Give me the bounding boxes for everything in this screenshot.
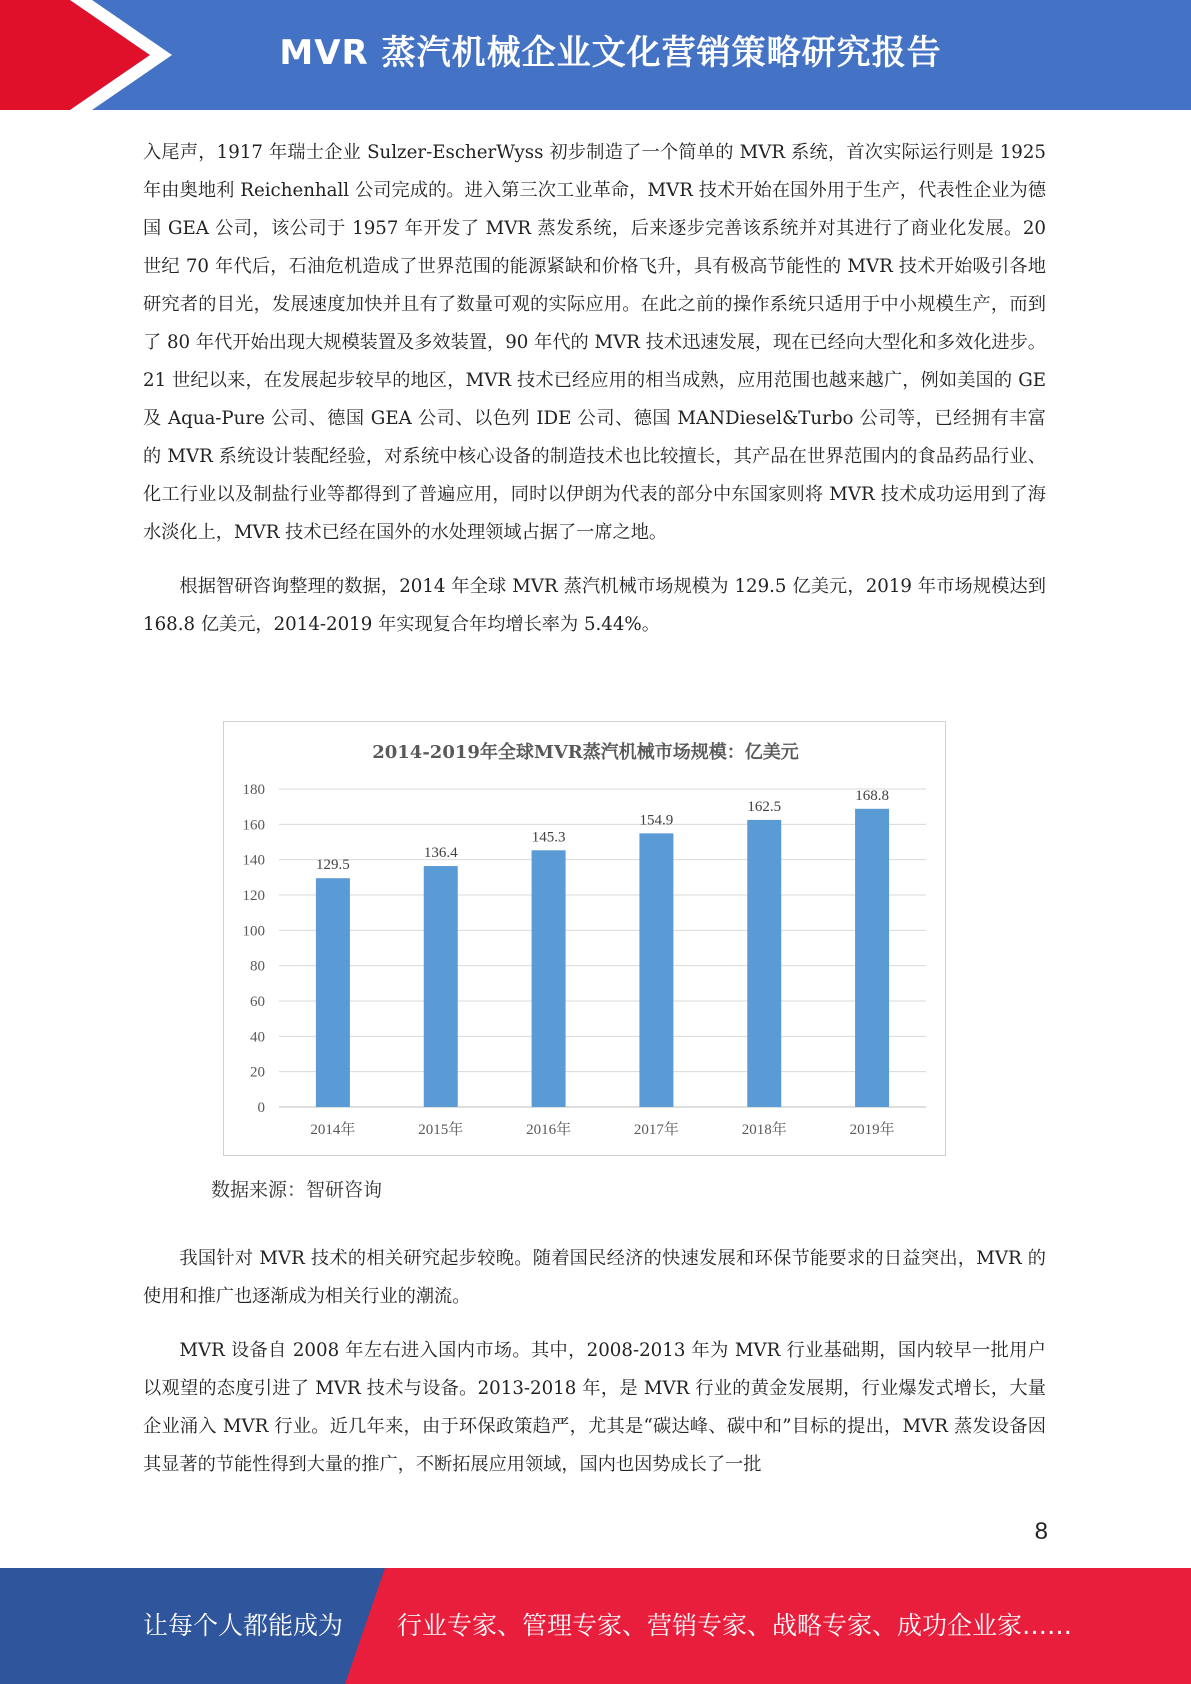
y-tick-label: 0: [257, 1100, 265, 1116]
page-header: [0, 0, 1191, 110]
y-tick-label: 100: [242, 923, 265, 940]
data-label: 162.5: [747, 798, 782, 815]
y-tick-label: 160: [242, 817, 265, 834]
paragraph-market-size: 根据智研咨询整理的数据，2014 年全球 MVR 蒸汽机械市场规模为 129.5 亿美元，2019 年市场规模达到 168.8 亿美元，2014-2019 年实现复合年均增长率为 5.44%。: [143, 576, 1046, 635]
paragraph-domestic-market: MVR 设备自 2008 年左右进入国内市场。其中，2008-2013 年为 MVR 行业基础期，国内较早一批用户以观望的态度引进了 MVR 技术与设备。2013-2018 年，是 MVR 行业的黄金发展期，行业爆发式增长，大量企业涌入 MVR 行业。近几年来，由于环保政策趋严，尤其是“碳达峰、碳中和”目标的提出，MVR 蒸发设备因其显著的节能性得到大量的推广，不断拓展应用领域，国内也因势成长了一批: [143, 1340, 1046, 1475]
x-tick-label: 2015年: [418, 1122, 464, 1138]
paragraph-domestic-research: 我国针对 MVR 技术的相关研究起步较晚。随着国民经济的快速发展和环保节能要求的日益突出，MVR 的使用和推广也逐渐成为相关行业的潮流。: [143, 1248, 1046, 1307]
chart-title: 2014-2019年全球MVR蒸汽机械市场规模：亿美元: [372, 742, 799, 763]
data-source-note: 数据来源：智研咨询: [211, 1179, 383, 1201]
y-tick-label: 140: [242, 852, 265, 869]
data-label: 145.3: [531, 829, 566, 846]
page-number: 8: [1034, 1518, 1048, 1545]
paragraph-history: 入尾声，1917 年瑞士企业 Sulzer-EscherWyss 初步制造了一个简单的 MVR 系统，首次实际运行则是 1925 年由奥地利 Reichenhall 公司完成的。进入第三次工业革命，MVR 技术开始在国外用于生产，代表性企业为德国 GEA 公司，该公司于 1957 年开发了 MVR 蒸发系统，后来逐步完善该系统并对其进行了商业化发展。20 世纪 70 年代后，石油危机造成了世界范围的能源紧缺和价格飞升，具有极高节能性的 MVR 技术开始吸引各地研究者的目光，发展速度加快并且有了数量可观的实际应用。在此之前的操作系统只适用于中小规模生产，而到了 80 年代开始出现大规模装置及多效装置，90 年代的 MVR 技术迅速发展，现在已经向大型化和多效化进步。21 世纪以来，在发展起步较早的地区，MVR 技术已经应用的相当成熟，应用范围也越来越广，例如美国的 GE 及 Aqua-Pure 公司、德国 GEA 公司、以色列 IDE 公司、德国 MANDiesel&Turbo 公司等，已经拥有丰富的 MVR 系统设计装配经验，对系统中核心设备的制造技术也比较擅长，其产品在世界范围内的食品药品行业、化工行业以及制盐行业等都得到了普遍应用，同时以伊朗为代表的部分中东国家则将 MVR 技术成功运用到了海水淡化上，MVR 技术已经在国外的水处理领域占据了一席之地。: [143, 142, 1046, 543]
bar-chart: [223, 721, 946, 1156]
y-tick-label: 80: [250, 958, 265, 975]
y-tick-label: 40: [250, 1029, 265, 1046]
data-label: 168.8: [855, 787, 889, 804]
bar: [532, 850, 566, 1107]
footer-slogan-right: 行业专家、管理专家、营销专家、战略专家、成功企业家……: [397, 1611, 1073, 1640]
y-tick-label: 120: [242, 888, 265, 904]
data-label: 154.9: [639, 812, 674, 829]
footer-slogan-left: 让每个人都能成为: [143, 1611, 344, 1640]
page-footer: [0, 1568, 1191, 1684]
bar: [316, 878, 350, 1107]
x-tick-label: 2017年: [633, 1122, 679, 1138]
bar: [747, 820, 781, 1107]
y-tick-label: 180: [242, 782, 265, 798]
y-tick-label: 60: [250, 994, 265, 1010]
chart-canvas: [224, 722, 947, 1157]
main-content: [143, 134, 1046, 644]
bar: [639, 833, 673, 1107]
data-label: 129.5: [316, 857, 350, 874]
bar: [855, 809, 889, 1107]
data-label: 136.4: [423, 845, 458, 862]
main-content-continued: [143, 1240, 1046, 1484]
report-title: MVR 蒸汽机械企业文化营销策略研究报告: [279, 33, 942, 73]
x-tick-label: 2016年: [526, 1122, 572, 1138]
y-tick-label: 20: [250, 1064, 265, 1081]
x-tick-label: 2018年: [741, 1122, 787, 1138]
x-tick-label: 2019年: [849, 1122, 895, 1138]
x-tick-label: 2014年: [310, 1122, 356, 1138]
bar: [424, 866, 458, 1107]
